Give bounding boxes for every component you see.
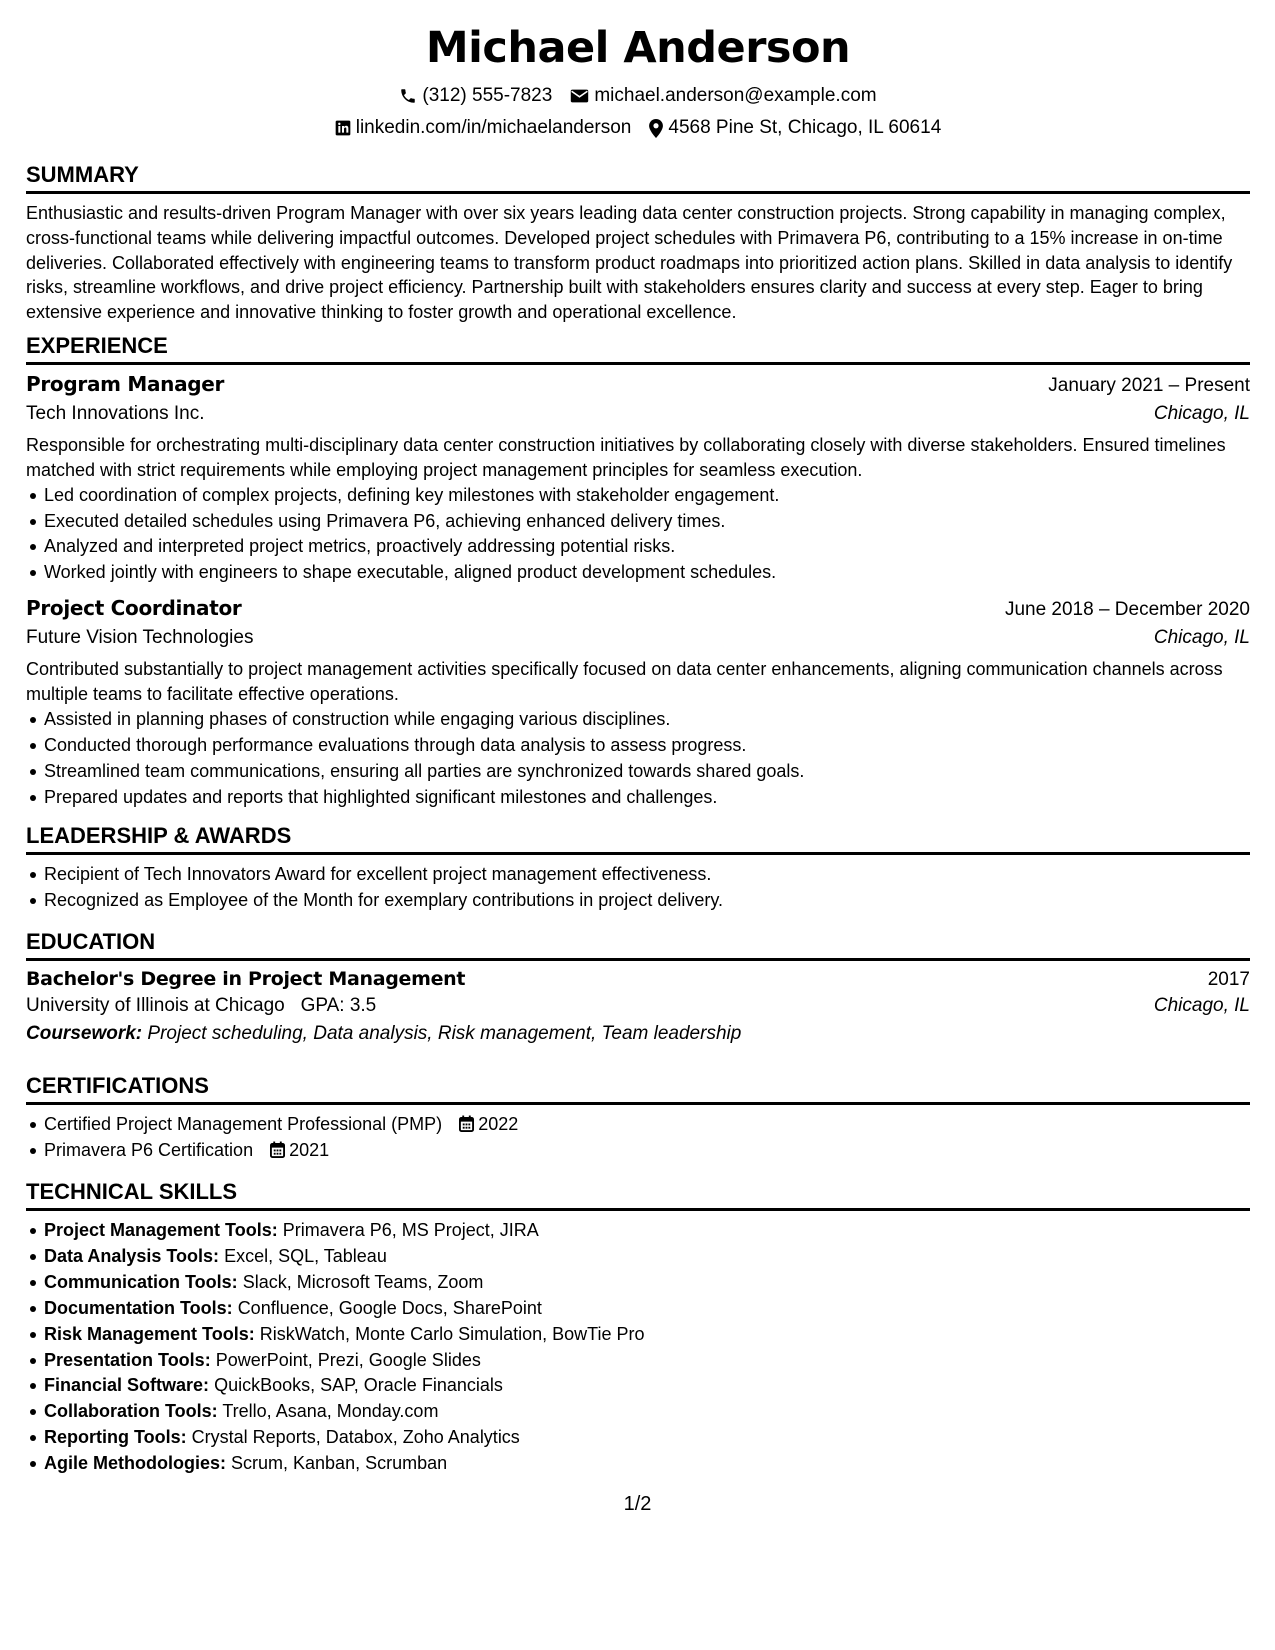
skill-values: RiskWatch, Monte Carlo Simulation, BowTie Pro xyxy=(259,1323,645,1344)
list-item xyxy=(44,1270,1250,1296)
section-title: CERTIFICATIONS xyxy=(26,1072,1250,1105)
envelope-icon xyxy=(570,88,589,104)
job-entry xyxy=(26,596,1250,810)
resume-page xyxy=(26,0,1250,1474)
list-item xyxy=(44,1373,1250,1399)
section-title: LEADERSHIP & AWARDS xyxy=(26,822,1250,855)
email-item[interactable] xyxy=(570,85,876,107)
skills-list xyxy=(26,1218,1250,1477)
list-item xyxy=(44,1322,1250,1348)
list-item: Recipient of Tech Innovators Award for excellent project management effectiveness. xyxy=(44,862,1250,888)
list-item: Executed detailed schedules using Primavera P6, achieving enhanced delivery times. xyxy=(44,509,1250,535)
job-subheader xyxy=(26,403,1250,425)
address-item xyxy=(649,117,941,139)
skill-category: Agile Methodologies: xyxy=(44,1453,226,1474)
list-item: Recognized as Employee of the Month for exemplary contributions in project delivery. xyxy=(44,888,1250,914)
job-bullets xyxy=(26,707,1250,811)
list-item: Prepared updates and reports that highlighted significant milestones and challenges. xyxy=(44,785,1250,811)
certifications-section xyxy=(26,1072,1250,1164)
gpa: GPA: 3.5 xyxy=(300,995,377,1016)
job-company: Tech Innovations Inc. xyxy=(26,403,205,424)
coursework-label: Coursework: xyxy=(26,1023,143,1044)
summary-section xyxy=(26,161,1250,325)
cert-name: Certified Project Management Professional (PMP) xyxy=(44,1114,443,1134)
list-item xyxy=(44,1451,1250,1477)
coursework xyxy=(26,1023,1250,1045)
skill-category: Communication Tools: xyxy=(44,1271,238,1292)
graduation-year: 2017 xyxy=(1207,969,1250,990)
linkedin-item[interactable] xyxy=(335,117,632,139)
cert-name: Primavera P6 Certification xyxy=(44,1139,254,1160)
linkedin-link[interactable]: linkedin.com/in/michaelanderson xyxy=(355,117,632,138)
page-number: 1/2 xyxy=(623,1493,652,1515)
skill-values: QuickBooks, SAP, Oracle Financials xyxy=(214,1375,503,1396)
job-header xyxy=(26,372,1250,397)
education-subheader xyxy=(26,995,1250,1017)
list-item xyxy=(44,1138,1250,1164)
skill-values: Primavera P6, MS Project, JIRA xyxy=(282,1220,539,1240)
skill-category: Risk Management Tools: xyxy=(44,1323,255,1344)
list-item xyxy=(44,1218,1250,1244)
skill-values: Scrum, Kanban, Scrumban xyxy=(231,1453,448,1474)
certifications-list xyxy=(26,1112,1250,1164)
skill-category: Reporting Tools: xyxy=(44,1427,187,1448)
section-title: EDUCATION xyxy=(26,928,1250,961)
section-title: SUMMARY xyxy=(26,161,1250,194)
address-text: 4568 Pine St, Chicago, IL 60614 xyxy=(668,117,942,138)
list-item xyxy=(44,1348,1250,1374)
calendar-icon xyxy=(459,1115,474,1132)
coursework-text: Project scheduling, Data analysis, Risk management, Team leadership xyxy=(147,1023,742,1044)
section-title: TECHNICAL SKILLS xyxy=(26,1178,1250,1211)
skill-values: Slack, Microsoft Teams, Zoom xyxy=(242,1271,484,1292)
skill-category: Project Management Tools: xyxy=(44,1220,278,1240)
job-bullets xyxy=(26,483,1250,587)
candidate-name: Michael Anderson xyxy=(425,23,851,73)
contact-row-1 xyxy=(26,80,1250,112)
list-item: Led coordination of complex projects, defining key milestones with stakeholder engagement. xyxy=(44,483,1250,509)
skills-section xyxy=(26,1178,1250,1477)
list-item: Assisted in planning phases of construction while engaging various disciplines. xyxy=(44,707,1250,733)
cert-year: 2022 xyxy=(478,1114,519,1134)
school-name: University of Illinois at Chicago xyxy=(26,995,285,1016)
job-dates: June 2018 – December 2020 xyxy=(1004,599,1250,621)
job-subheader xyxy=(26,627,1250,649)
list-item xyxy=(44,1112,1250,1138)
list-item xyxy=(44,1296,1250,1322)
job-description: Responsible for orchestrating multi-disciplinary data center construction initiatives by collaborating closely with diverse stakeholders. Ensured timelines matched with strict requirements while employing project management principles for seamless execution. xyxy=(26,435,1226,480)
email-link[interactable]: michael.anderson@example.com xyxy=(594,85,877,106)
job-entry xyxy=(26,372,1250,586)
education-section xyxy=(26,928,1250,1045)
list-item xyxy=(44,1399,1250,1425)
leadership-section xyxy=(26,822,1250,914)
list-item: Streamlined team communications, ensuring all parties are synchronized towards shared goals. xyxy=(44,759,1250,785)
job-header xyxy=(26,596,1250,621)
education-header xyxy=(26,968,1250,991)
awards-list xyxy=(26,862,1250,914)
phone-text: (312) 555-7823 xyxy=(422,85,553,106)
school-location: Chicago, IL xyxy=(1153,995,1250,1016)
job-location: Chicago, IL xyxy=(1153,403,1250,424)
section-title: EXPERIENCE xyxy=(26,332,1250,365)
job-description: Contributed substantially to project management activities specifically focused on data center enhancements, aligning communication channels across multiple teams to facilitate effective operations. xyxy=(26,659,1223,705)
list-item: Worked jointly with engineers to shape executable, aligned product development schedules. xyxy=(44,560,1250,586)
list-item xyxy=(44,1425,1250,1451)
phone-icon xyxy=(399,87,417,105)
skill-values: PowerPoint, Prezi, Google Slides xyxy=(215,1349,481,1370)
degree: Bachelor's Degree in Project Management xyxy=(26,968,466,990)
skill-category: Collaboration Tools: xyxy=(44,1401,218,1422)
skill-values: Excel, SQL, Tableau xyxy=(224,1245,387,1266)
skill-category: Documentation Tools: xyxy=(44,1297,233,1318)
summary-text: Enthusiastic and results-driven Program Manager with over six years leading data center construction projects. Strong capability in managing complex, cross-functional teams while delivering impactful outcomes. Developed project schedules with Primavera P6, contributing to a 15% increase in on-time deliveries. Collaborated effectively with engineering teams to transform product roadmaps into prioritized action plans. Skilled in data analysis to identify risks, streamline workflows, and drive project efficiency. Partnership built with stakeholders ensures clarity and success at every step. Eager to bring extensive experience and innovative thinking to foster growth and operational excellence. xyxy=(26,203,1233,323)
phone-item xyxy=(399,85,552,107)
list-item: Conducted thorough performance evaluations through data analysis to assess progress. xyxy=(44,733,1250,759)
job-dates: January 2021 – Present xyxy=(1048,375,1250,396)
experience-section xyxy=(26,332,1250,810)
job-role: Program Manager xyxy=(26,372,225,396)
linkedin-icon xyxy=(335,120,351,136)
skill-category: Financial Software: xyxy=(44,1375,210,1396)
job-location: Chicago, IL xyxy=(1153,627,1250,649)
list-item xyxy=(44,1244,1250,1270)
school-line xyxy=(26,995,376,1017)
calendar-icon xyxy=(270,1141,285,1158)
skill-category: Data Analysis Tools: xyxy=(44,1245,220,1266)
map-marker-icon xyxy=(649,119,663,138)
job-company: Future Vision Technologies xyxy=(26,627,254,649)
skill-values: Trello, Asana, Monday.com xyxy=(222,1401,439,1422)
skill-values: Crystal Reports, Databox, Zoho Analytics xyxy=(191,1427,520,1448)
cert-year: 2021 xyxy=(289,1139,330,1160)
list-item: Analyzed and interpreted project metrics, proactively addressing potential risks. xyxy=(44,534,1250,560)
skill-values: Confluence, Google Docs, SharePoint xyxy=(237,1297,542,1318)
contact-row-2 xyxy=(26,112,1250,144)
skill-category: Presentation Tools: xyxy=(44,1349,211,1370)
job-role: Project Coordinator xyxy=(26,596,242,621)
